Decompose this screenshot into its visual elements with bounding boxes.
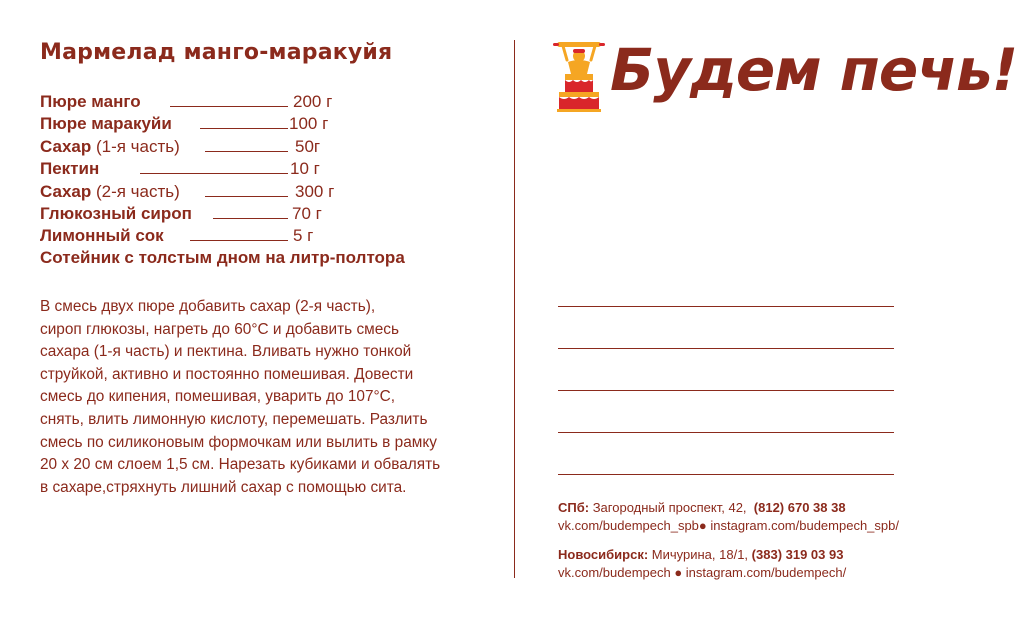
write-line (558, 390, 894, 391)
method-line: В смесь двух пюре добавить сахар (2-я часть), (40, 298, 376, 315)
ingredient-qty: 200 г (293, 92, 333, 111)
write-line (558, 474, 894, 475)
ingredient-leader-line (205, 196, 288, 197)
ingredient-leader-line (190, 240, 288, 241)
ingredient-leader-line (200, 128, 288, 129)
nsk-links: vk.com/budempech ● instagram.com/budempech/ (558, 565, 847, 580)
ingredient-name (40, 114, 172, 134)
ingredient-note: (2-я часть) (91, 181, 180, 201)
ingredient-name-main: Пектин (40, 159, 100, 179)
ingredient-qty: 100 г (289, 114, 329, 134)
nsk-address (558, 546, 843, 564)
write-line (558, 306, 894, 307)
ingredient-name-main: Пюре маракуйи (40, 114, 172, 134)
ingredient-qty: 5 г (293, 226, 314, 246)
method-line: сироп глюкозы, нагреть до 60°С и добавить смесь (40, 320, 399, 338)
method-line: струйкой, активно и постоянно помешивая. Довести (40, 365, 414, 383)
ingredient-row (40, 92, 360, 114)
ingredient-leader-line (170, 106, 288, 107)
ingredient-leader-line (140, 173, 288, 174)
spb-links: vk.com/budempech_spb● instagram.com/budempech_spb/ (558, 518, 899, 533)
ingredient-leader-line (213, 218, 288, 219)
spb-address (558, 499, 846, 517)
ingredient-name-main: Лимонный сок (40, 226, 164, 246)
recipe-title: Мармелад манго-маракуйя (40, 40, 393, 65)
method-line: смесь до кипения, помешивая, уварить до 107°С, (40, 388, 396, 406)
ingredient-name-main: Сахар (40, 136, 92, 156)
ingredient-name (40, 159, 99, 179)
method-line: смесь по силиконовым формочкам или вылить в рамку (40, 433, 437, 451)
method-line: сахара (1-я часть) и пектина. Вливать нужно тонкой (40, 343, 412, 361)
ingredient-qty: 300 г (295, 181, 335, 201)
method-line: 20 х 20 см слоем 1,5 см. Нарезать кубиками и обвалять (40, 456, 441, 474)
ingredient-name-main: Сахар (40, 181, 92, 201)
ingredient-row (40, 204, 360, 226)
equipment-note: Сотейник с толстым дном на литр-полтора (40, 248, 405, 267)
brand-logo-text: Будем печь! (610, 36, 1017, 104)
ingredient-qty: 10 г (290, 159, 320, 179)
ingredient-name (40, 204, 192, 224)
ingredient-name (40, 92, 141, 112)
method-line: в сахаре,стряхнуть лишний сахар с помощью сита. (40, 478, 407, 496)
ingredient-row (40, 159, 360, 181)
ingredient-qty: 50г (295, 136, 321, 156)
write-line (558, 432, 894, 433)
spb-street: Загородный проспект, 42, (589, 500, 747, 515)
write-line (558, 348, 894, 349)
spb-phone: (812) 670 38 38 (753, 500, 846, 515)
nsk-street: Мичурина, 18/1, (648, 547, 749, 562)
ingredient-name (40, 137, 180, 157)
ingredient-row (40, 137, 360, 159)
ingredient-row (40, 114, 360, 136)
method-text (40, 296, 490, 499)
method-line: снять, влить лимонную кислоту, перемешать. Разлить (40, 410, 428, 428)
ingredient-row (40, 226, 360, 248)
postcard-divider (514, 40, 515, 578)
ingredient-name (40, 226, 164, 246)
nsk-phone: (383) 319 03 93 (751, 547, 844, 562)
spb-city: СПб: (558, 500, 590, 515)
ingredient-qty: 70 г (292, 204, 322, 223)
nsk-city: Новосибирск: (558, 547, 649, 562)
ingredient-name-main: Пюре манго (40, 92, 141, 111)
ingredient-leader-line (205, 151, 288, 152)
ingredient-name-main: Глюкозный сироп (40, 204, 192, 223)
ingredient-row (40, 182, 360, 204)
ingredient-name (40, 182, 180, 202)
baker-on-cake-icon (553, 40, 605, 112)
ingredient-note: (1-я часть) (91, 136, 180, 156)
